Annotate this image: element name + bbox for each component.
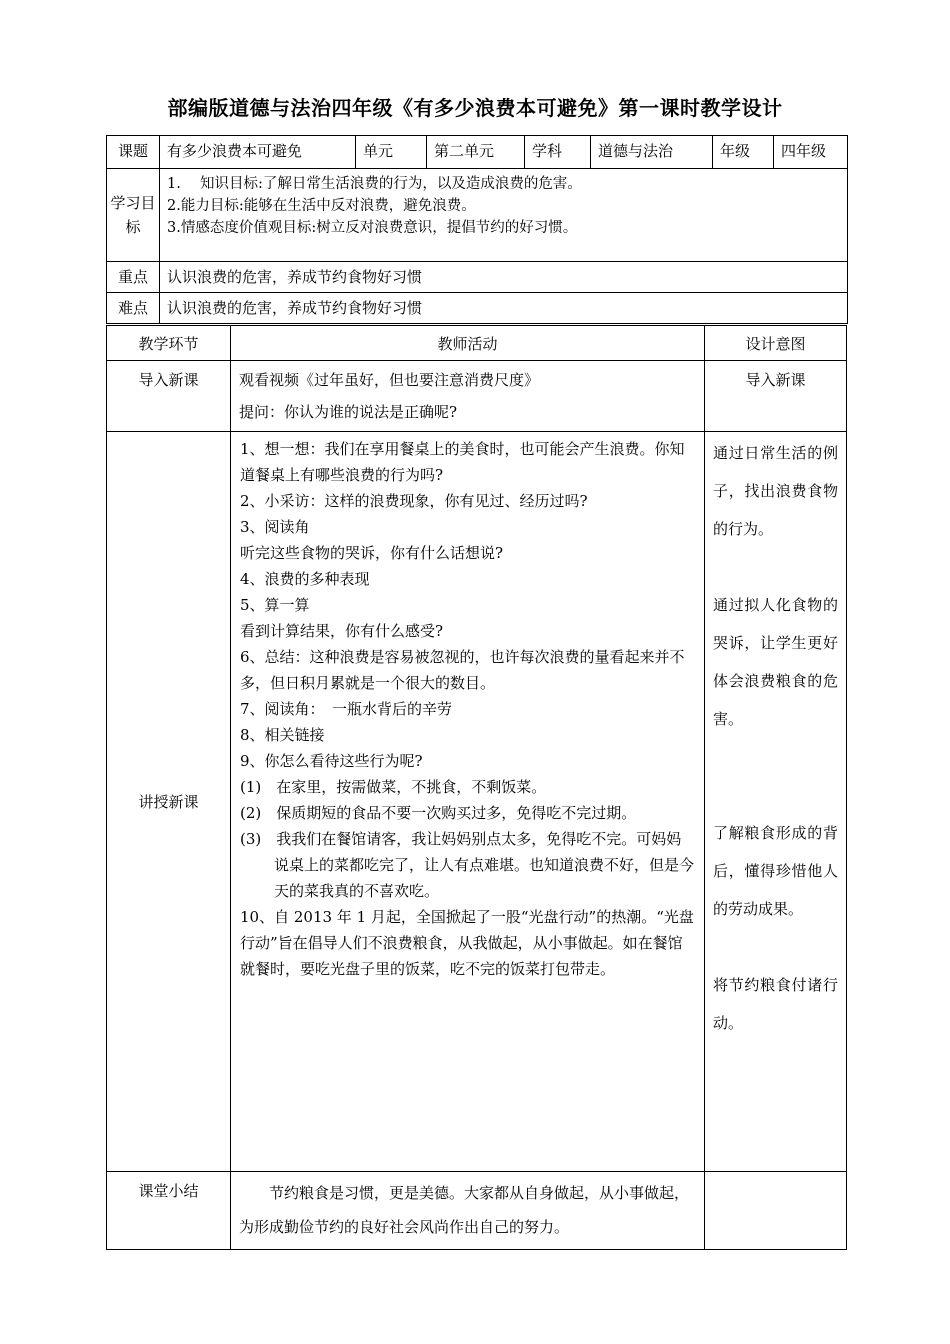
lesson-line-14: (3) 我我们在餐馆请客，我让妈妈别点太多，免得吃不完。可妈妈说桌上的菜都吃完了，让人有点难堪。也知道浪费不好，但是今天的菜我真的不喜欢吃。 <box>240 830 695 900</box>
goals-label: 学习目标 <box>107 169 160 262</box>
lesson-line-8: 6、总结：这种浪费是容易被忽视的，也许每次浪费的量看起来并不多，但日积月累就是一个很大的数目。 <box>240 648 685 692</box>
document-title: 部编版道德与法治四年级《有多少浪费本可避免》第一课时教学设计 <box>167 96 783 120</box>
header-stage: 教学环节 <box>107 326 231 361</box>
intro-line-2: 提问：你认为谁的说法是正确呢? <box>239 403 458 421</box>
subject-value: 道德与法治 <box>591 136 713 169</box>
intro-line-1: 观看视频《过年虽好，但也要注意消费尺度》 <box>239 371 540 389</box>
unit-value: 第二单元 <box>427 136 525 169</box>
summary-text: 节约粮食是习惯，更是美德。大家都从自身做起，从小事做起，为形成勤俭节约的良好社会风尚作出自己的努力。 <box>231 1172 705 1250</box>
lesson-line-3: 3、阅读角 <box>240 518 310 536</box>
key-point-value: 认识浪费的危害，养成节约食物好习惯 <box>160 262 848 293</box>
lesson-activity <box>231 432 705 1172</box>
goal-item-3: 3.情感态度价值观目标:树立反对浪费意识，提倡节约的好习惯。 <box>167 220 578 236</box>
intro-activity <box>231 361 705 432</box>
lesson-line-13: (2) 保质期短的食品不要一次购买过多，免得吃不完过期。 <box>240 804 637 822</box>
lesson-line-1: 1、想一想：我们在享用餐桌上的美食时，也可能会产生浪费。你知道餐桌上有哪些浪费的行为吗? <box>240 440 685 484</box>
lesson-line-11: 9、你怎么看待这些行为呢? <box>240 752 423 770</box>
difficulty-value: 认识浪费的危害，养成节约食物好习惯 <box>160 293 848 324</box>
header-teacher: 教师活动 <box>231 326 705 361</box>
topic-value: 有多少浪费本可避免 <box>160 136 356 169</box>
topic-label: 课题 <box>107 136 160 169</box>
header-intent: 设计意图 <box>705 326 847 361</box>
goal-item-2: 2.能力目标:能够在生活中反对浪费，避免浪费。 <box>167 198 476 214</box>
intent-1: 通过日常生活的例子，找出浪费食物的行为。 <box>713 444 838 538</box>
lesson-line-12: (1) 在家里，按需做菜，不挑食，不剩饭菜。 <box>240 778 547 796</box>
intro-intent: 导入新课 <box>705 361 847 432</box>
intent-3: 了解粮食形成的背后，懂得珍惜他人的劳动成果。 <box>713 824 838 918</box>
lesson-line-4: 听完这些食物的哭诉，你有什么话想说? <box>240 544 504 562</box>
goal-item-1: 1. 知识目标:了解日常生活浪费的行为，以及造成浪费的危害。 <box>167 176 582 192</box>
subject-label: 学科 <box>525 136 591 169</box>
key-point-label: 重点 <box>107 262 160 293</box>
intent-2: 通过拟人化食物的哭诉，让学生更好体会浪费粮食的危害。 <box>713 596 838 728</box>
unit-label: 单元 <box>356 136 427 169</box>
lesson-line-9: 7、阅读角： 一瓶水背后的辛劳 <box>240 700 453 718</box>
lesson-line-5: 4、浪费的多种表现 <box>240 570 370 588</box>
lesson-line-7: 看到计算结果，你有什么感受? <box>240 622 444 640</box>
summary-intent <box>705 1172 847 1250</box>
lesson-intent <box>705 432 847 1172</box>
intro-stage: 导入新课 <box>107 361 231 432</box>
info-table <box>106 135 848 324</box>
intent-4: 将节约粮食付诸行动。 <box>713 976 838 1032</box>
lesson-line-2: 2、小采访：这样的浪费现象，你有见过、经历过吗? <box>240 492 588 510</box>
process-table <box>106 325 847 1250</box>
goals-content <box>160 169 848 262</box>
grade-value: 四年级 <box>774 136 848 169</box>
lesson-line-6: 5、算一算 <box>240 596 310 614</box>
summary-stage: 课堂小结 <box>107 1172 231 1250</box>
lesson-line-10: 8、相关链接 <box>240 726 325 744</box>
lesson-stage: 讲授新课 <box>107 432 231 1172</box>
difficulty-label: 难点 <box>107 293 160 324</box>
lesson-line-15: 10、自 2013 年 1 月起，全国掀起了一股“光盘行动”的热潮。“光盘行动”旨在倡导人们不浪费粮食，从我做起，从小事做起。如在餐馆就餐时，要吃光盘子里的饭菜，吃不完的饭菜打包带走。 <box>240 908 694 978</box>
grade-label: 年级 <box>713 136 774 169</box>
